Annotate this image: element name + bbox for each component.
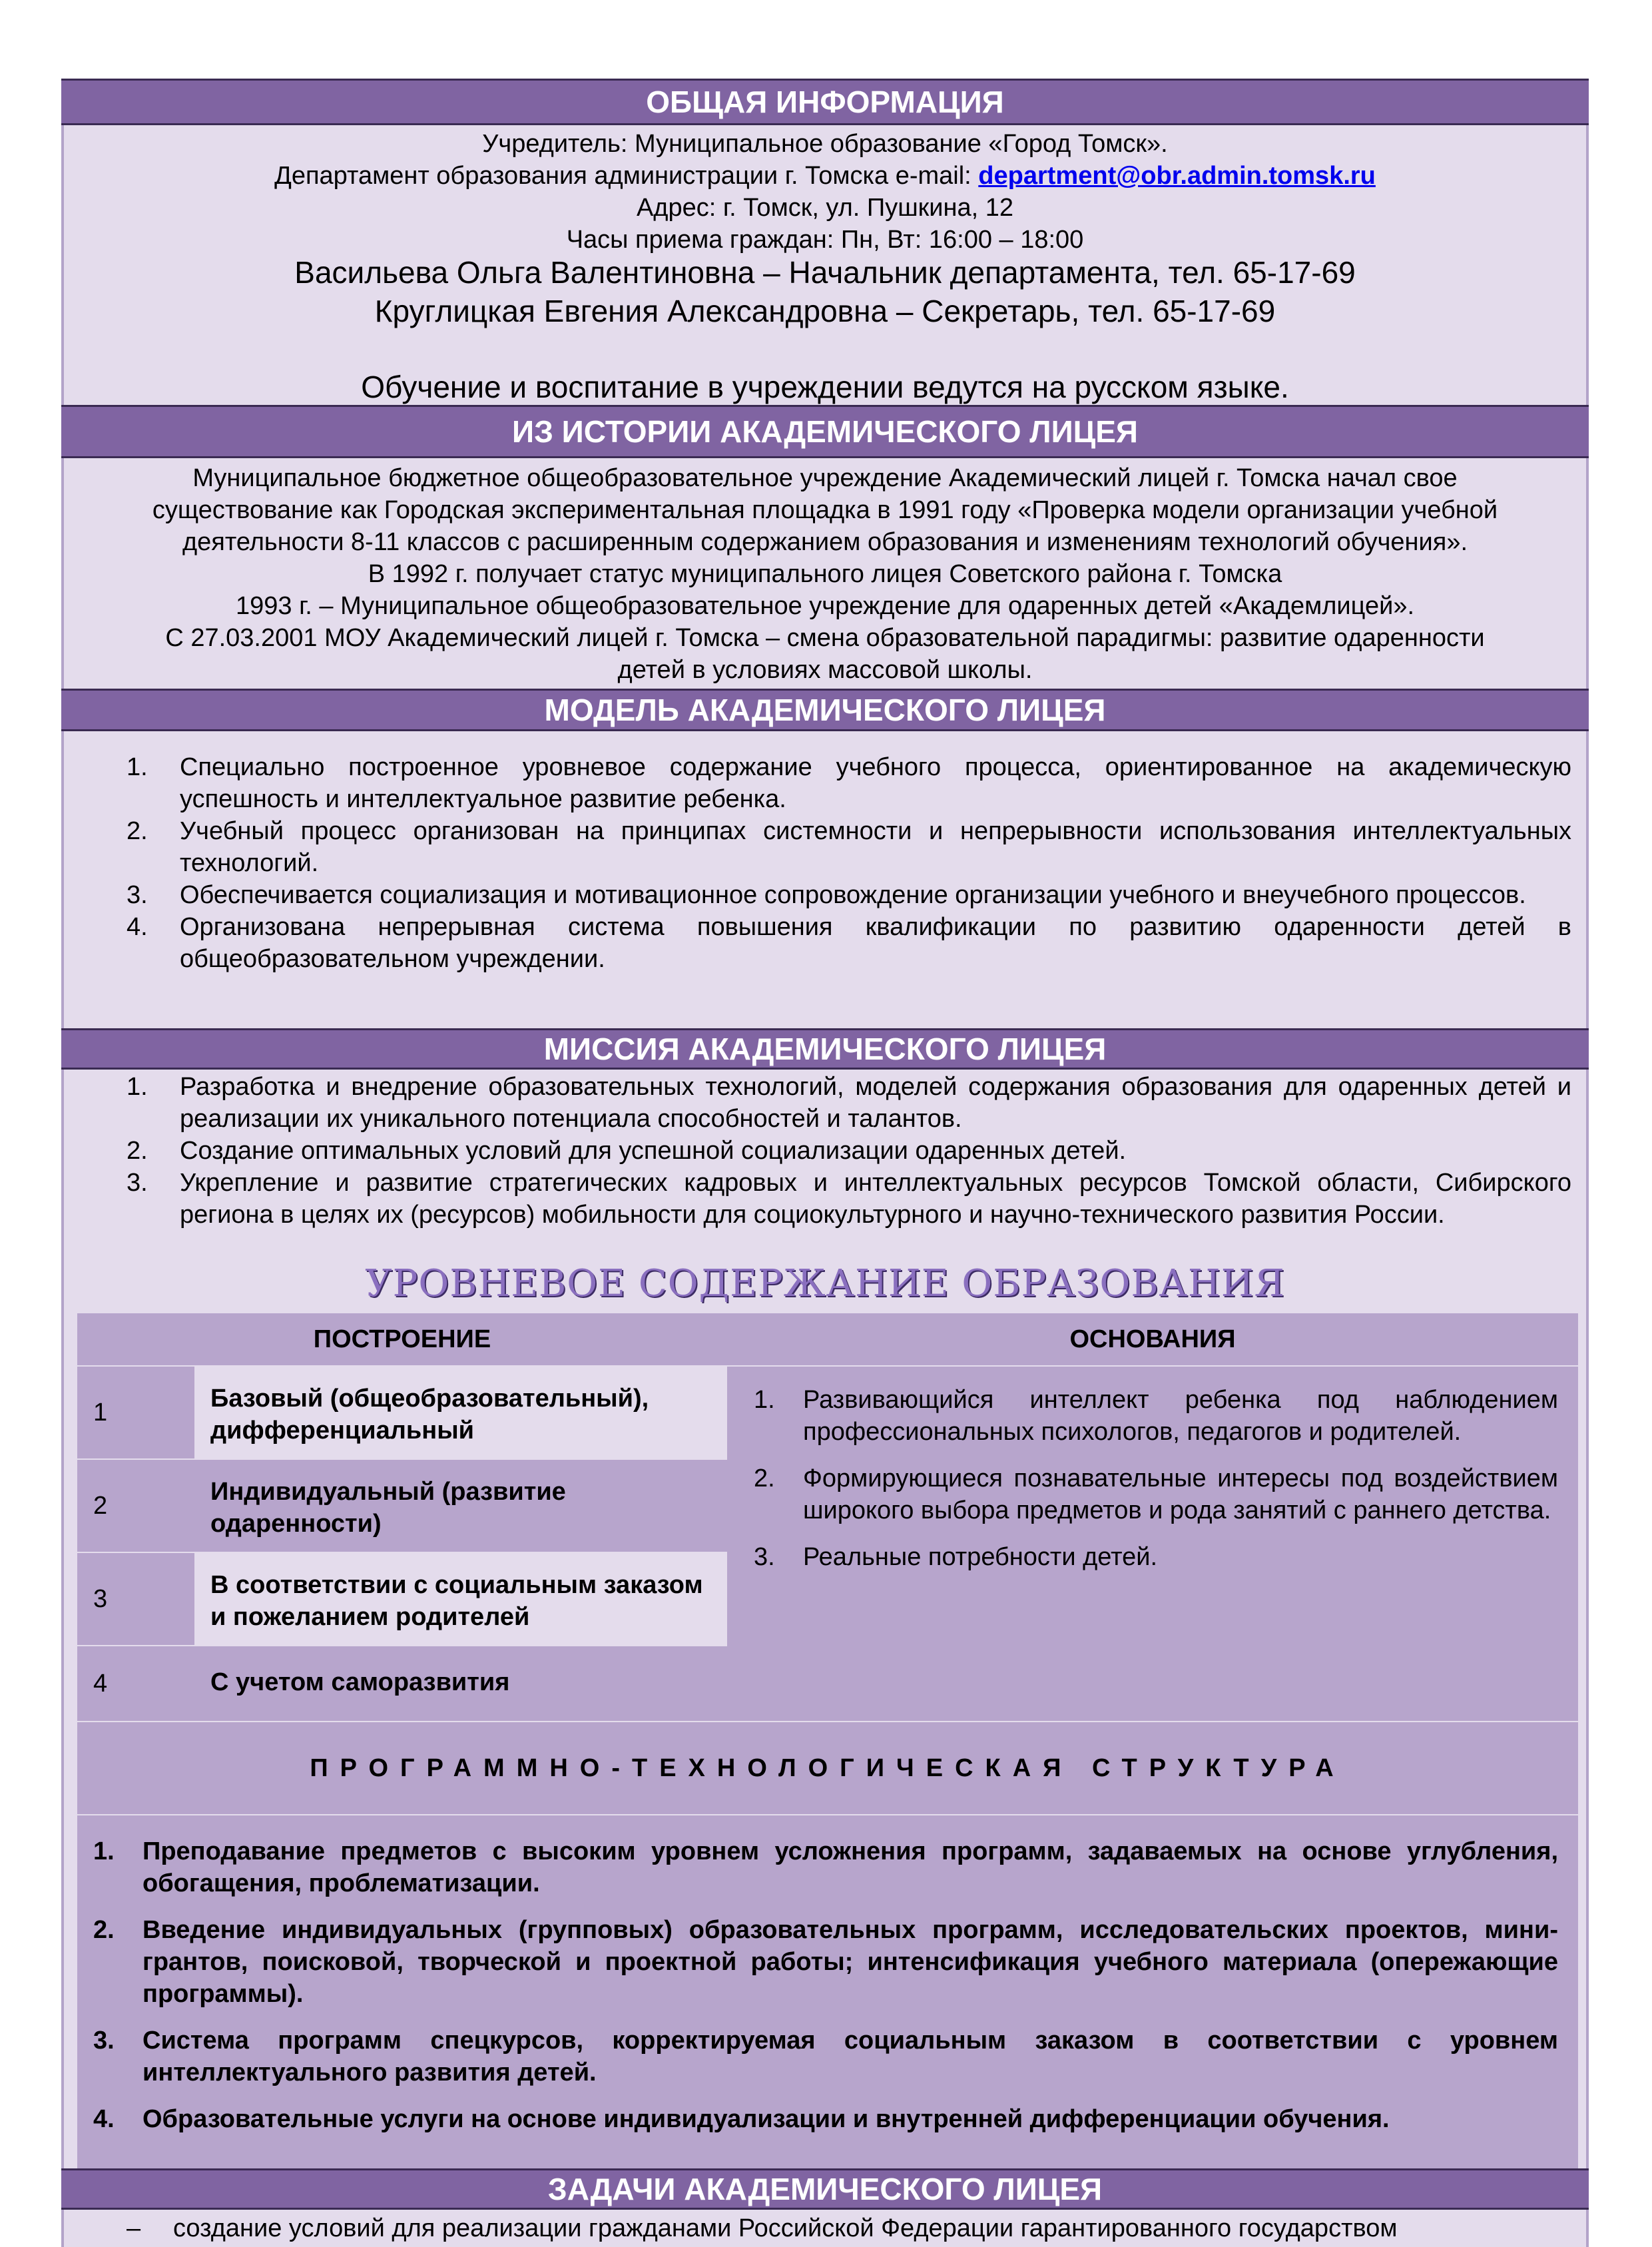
address-text: Адрес: г. Томск, ул. Пушкина, 12 (636, 194, 1014, 222)
list-item: 3. Укрепление и развитие стратегических кадровых и интеллектуальных ресурсов Томской области, Сибирского региона в целях их (ресурсов) мобильности для социокультурного и научно-технического развития России. (127, 1169, 1571, 1229)
secretary-contact: Круглицкая Евгения Александровна – Секретарь, тел. 65-17-69 (374, 294, 1276, 328)
section-title: ЗАДАЧИ АКАДЕМИЧЕСКОГО ЛИЦЕЯ (547, 2172, 1103, 2206)
list-item: 2. Введение индивидуальных (групповых) образовательных программ, исследовательских проектов, мини-грантов, поисковой, творческой и проектной работы; интенсификация учебного материала (опережающие программы). (93, 1916, 1558, 2008)
list-item: 3. Система программ спецкурсов, корректируемая социальным заказом в соответствии с уровнем интеллектуального развития детей. (93, 2027, 1558, 2086)
history-header (61, 405, 1589, 458)
list-item: 3. Реальные потребности детей. (754, 1543, 1158, 1571)
level-row-text: В соответствии с социальным заказом и пожеланием родителей (194, 1553, 727, 1645)
list-item: 2. Учебный процесс организован на принципах системности и непрерывности использования интеллектуальных технологий. (127, 817, 1571, 877)
levels-title: УРОВНЕВОЕ СОДЕРЖАНИЕ ОБРАЗОВАНИЯ (365, 1262, 1285, 1305)
list-item: 2. Создание оптимальных условий для успешной социализации одаренных детей. (127, 1137, 1127, 1165)
list-item: 1. Разработка и внедрение образовательных технологий, моделей содержания образования для одаренных детей и реализации их уникального потенциала способностей и талантов. (127, 1073, 1571, 1133)
program-header (77, 1722, 1578, 1814)
general-header (61, 79, 1589, 125)
department-label: Департамент образования администрации г. Томска e-mail: (274, 162, 979, 190)
mission-header (61, 1028, 1589, 1070)
list-item: 4. Организована непрерывная система повышения квалификации по развитию одаренности детей в общеобразовательном учреждении. (127, 913, 1571, 973)
column-header-basis: ОСНОВАНИЯ (727, 1313, 1578, 1365)
head-contact: Васильева Ольга Валентиновна – Начальник департамента, тел. 65-17-69 (294, 255, 1356, 290)
model-list (127, 751, 1571, 975)
email-link[interactable]: department@obr.admin.tomsk.ru (978, 162, 1376, 190)
tasks-list (127, 2212, 1571, 2244)
list-item: 1. Специально построенное уровневое содержание учебного процесса, ориентированное на академическую успешность и интеллектуальное развитие ребенка. (127, 753, 1571, 813)
level-row-text: Базовый (общеобразовательный), дифференциальный (194, 1367, 727, 1458)
level-row-text: Индивидуальный (развитие одаренности) (194, 1460, 727, 1552)
row-number: 4 (77, 1646, 194, 1721)
hours-text: Часы приема граждан: Пн, Вт: 16:00 – 18:00 (566, 226, 1084, 254)
history-line: В 1992 г. получает статус муниципального лицея Советского района г. Томска (368, 560, 1282, 588)
history-line: детей в условиях массовой школы. (617, 656, 1033, 684)
section-title: МОДЕЛЬ АКАДЕМИЧЕСКОГО ЛИЦЕЯ (544, 693, 1106, 727)
tasks-header (61, 2168, 1589, 2210)
language-note: Обучение и воспитание в учреждении ведутся на русском языке. (361, 370, 1289, 404)
list-item: 2. Формирующиеся познавательные интересы под воздействием широкого выбора предметов и рода занятий с раннего детства. (754, 1464, 1558, 1524)
level-row-text: С учетом саморазвития (194, 1646, 727, 1721)
history-line: Муниципальное бюджетное общеобразовательное учреждение Академический лицей г. Томска начал свое (192, 464, 1458, 492)
founder-text: Учредитель: Муниципальное образование «Город Томск». (482, 130, 1168, 158)
model-header (61, 689, 1589, 731)
history-line: деятельности 8-11 классов с расширенным содержанием образования и изменениям технологий обучения». (182, 528, 1468, 556)
section-title: ОБЩАЯ ИНФОРМАЦИЯ (646, 85, 1004, 119)
list-item: 1. Преподавание предметов с высоким уровнем усложнения программ, задаваемых на основе углубления, обогащения, проблематизации. (93, 1837, 1558, 1897)
section-title: ПРОГРАММНО-ТЕХНОЛОГИЧЕСКАЯ СТРУКТУРА (310, 1754, 1346, 1782)
section-title: ИЗ ИСТОРИИ АКАДЕМИЧЕСКОГО ЛИЦЕЯ (512, 414, 1138, 449)
section-title: МИССИЯ АКАДЕМИЧЕСКОГО ЛИЦЕЯ (543, 1032, 1107, 1066)
mission-list (127, 1071, 1571, 1231)
history-line: С 27.03.2001 МОУ Академический лицей г. Томска – смена образовательной парадигмы: развитие одаренности (165, 624, 1485, 652)
department-line (61, 160, 1589, 192)
row-number: 3 (77, 1553, 194, 1645)
row-number: 2 (77, 1460, 194, 1552)
history-line: существование как Городская экспериментальная площадка в 1991 году «Проверка модели организации учебной (152, 496, 1498, 524)
list-item: 1. Развивающийся интеллект ребенка под наблюдением профессиональных психологов, педагогов и родителей. (754, 1386, 1558, 1446)
list-item: – создание условий для реализации гражданами Российской Федерации гарантированного государством (127, 2214, 1398, 2242)
list-item: 3. Обеспечивается социализация и мотивационное сопровождение организации учебного и внеучебного процессов. (127, 881, 1526, 909)
history-line: 1993 г. – Муниципальное общеобразовательное учреждение для одаренных детей «Академлицей». (235, 592, 1415, 620)
column-header-build: ПОСТРОЕНИЕ (77, 1313, 727, 1365)
basis-cell (727, 1367, 1578, 1721)
row-number: 1 (77, 1367, 194, 1458)
list-item: 4. Образовательные услуги на основе индивидуализации и внутренней дифференциации обучения. (93, 2105, 1390, 2133)
program-list (77, 1815, 1578, 2168)
